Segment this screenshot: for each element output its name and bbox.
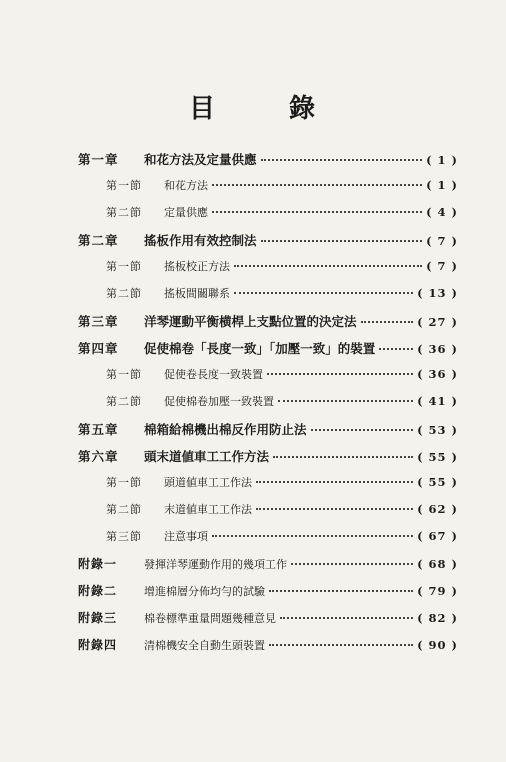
dot-leader [273, 456, 413, 458]
toc-entry-label: 附錄三 [78, 611, 118, 625]
toc-entry-title: 搖板校正方法 [164, 260, 230, 273]
toc-entry-title: 促使卷長度一致裝置 [164, 368, 263, 381]
dot-leader [256, 508, 413, 510]
toc-entry-title: 搖板間關聯系 [164, 287, 230, 300]
toc-entry-section [78, 177, 458, 204]
toc-entry-label: 第二節 [106, 206, 142, 219]
toc-entry-chapter [78, 447, 458, 474]
toc-entry-label: 附錄二 [78, 584, 118, 598]
dot-leader [269, 644, 413, 646]
toc-entry-page-number: ( 62 ) [417, 502, 458, 516]
toc-entry-label: 第二章 [78, 233, 119, 248]
toc-entry-page-number: ( 13 ) [417, 286, 458, 300]
dot-leader [267, 373, 413, 375]
toc-entry-page-number: ( 79 ) [417, 584, 458, 598]
toc-entry-title: 末道値車工工作法 [164, 503, 252, 516]
dot-leader [212, 535, 413, 537]
toc-entry-label: 第二節 [106, 395, 142, 408]
toc-entry-chapter [78, 150, 458, 177]
dot-leader [278, 400, 413, 402]
page-title [0, 88, 506, 125]
dot-leader [280, 617, 413, 619]
toc-entry-title: 清棉機安全自動生頭裝置 [144, 639, 265, 652]
toc-entry-page-number: ( 4 ) [426, 205, 458, 219]
toc-entry-label: 第三章 [78, 314, 119, 329]
toc-entry-page-number: ( 41 ) [417, 394, 458, 408]
toc-entry-label: 第四章 [78, 341, 119, 356]
toc-entry-label: 第一節 [106, 179, 142, 192]
toc-entry-page-number: ( 55 ) [417, 450, 458, 464]
toc-entry-chapter [78, 420, 458, 447]
toc-entry-page-number: ( 27 ) [417, 315, 458, 329]
toc-entry-section [78, 393, 458, 420]
toc-entry-chapter [78, 339, 458, 366]
toc-entry-title: 注意事項 [164, 530, 208, 543]
toc-entry-appendix [78, 636, 458, 663]
toc-entry-appendix [78, 582, 458, 609]
toc-entry-page-number: ( 7 ) [426, 234, 458, 248]
toc-entry-label: 第一節 [106, 476, 142, 489]
toc-entry-label: 第五章 [78, 422, 119, 437]
toc-entry-title: 增進棉層分佈均勻的試驗 [144, 585, 265, 598]
dot-leader [212, 184, 422, 186]
toc-entry-page-number: ( 55 ) [417, 475, 458, 489]
toc-entry-title: 搖板作用有效控制法 [144, 233, 257, 248]
table-of-contents [78, 150, 458, 663]
toc-entry-label: 第一節 [106, 260, 142, 273]
title-char-left: 目 [188, 94, 217, 124]
toc-entry-label: 第六章 [78, 449, 119, 464]
toc-entry-page-number: ( 7 ) [426, 259, 458, 273]
toc-entry-appendix [78, 609, 458, 636]
toc-entry-page-number: ( 90 ) [417, 638, 458, 652]
toc-entry-title: 促使棉卷「長度一致」「加壓一致」的裝置 [144, 341, 376, 356]
toc-entry-section [78, 366, 458, 393]
dot-leader [261, 240, 423, 242]
dot-leader [311, 429, 414, 431]
toc-entry-chapter [78, 312, 458, 339]
toc-entry-page-number: ( 1 ) [426, 178, 458, 192]
dot-leader [212, 211, 422, 213]
toc-entry-section [78, 285, 458, 312]
toc-entry-appendix [78, 555, 458, 582]
toc-entry-label: 附錄一 [78, 557, 118, 571]
dot-leader [361, 321, 414, 323]
toc-entry-section [78, 474, 458, 501]
toc-entry-section [78, 528, 458, 555]
toc-entry-page-number: ( 67 ) [417, 529, 458, 543]
toc-entry-label: 第一章 [78, 152, 119, 167]
toc-entry-title: 頭道値車工工作法 [164, 476, 252, 489]
dot-leader [234, 292, 413, 294]
dot-leader [269, 590, 413, 592]
toc-entry-page-number: ( 36 ) [417, 367, 458, 381]
toc-entry-label: 第一節 [106, 368, 142, 381]
toc-entry-section [78, 204, 458, 231]
toc-entry-section [78, 258, 458, 285]
toc-entry-page-number: ( 53 ) [417, 423, 458, 437]
toc-entry-page-number: ( 68 ) [417, 557, 458, 571]
toc-entry-title: 棉卷標準重量問題幾種意見 [144, 612, 276, 625]
dot-leader [234, 265, 422, 267]
title-char-right: 錄 [289, 94, 318, 124]
toc-entry-title: 發揮洋琴運動作用的幾項工作 [144, 558, 287, 571]
dot-leader [379, 348, 413, 350]
toc-entry-label: 第三節 [106, 530, 142, 543]
toc-entry-title: 頭末道値車工工作方法 [144, 449, 270, 464]
toc-entry-label: 第二節 [106, 503, 142, 516]
toc-entry-label: 附錄四 [78, 638, 118, 652]
dot-leader [291, 563, 413, 565]
toc-entry-title: 促使棉卷加壓一致裝置 [164, 395, 274, 408]
toc-entry-page-number: ( 36 ) [417, 342, 458, 356]
dot-leader [261, 159, 423, 161]
toc-entry-page-number: ( 82 ) [417, 611, 458, 625]
toc-entry-title: 和花方法及定量供應 [144, 152, 257, 167]
toc-entry-section [78, 501, 458, 528]
toc-entry-label: 第二節 [106, 287, 142, 300]
toc-entry-page-number: ( 1 ) [426, 153, 458, 167]
toc-entry-title: 和花方法 [164, 179, 208, 192]
toc-entry-chapter [78, 231, 458, 258]
toc-entry-title: 定量供應 [164, 206, 208, 219]
toc-entry-title: 棉箱給棉機出棉反作用防止法 [144, 422, 307, 437]
dot-leader [256, 481, 413, 483]
toc-entry-title: 洋琴運動平衡横桿上支點位置的決定法 [144, 314, 357, 329]
